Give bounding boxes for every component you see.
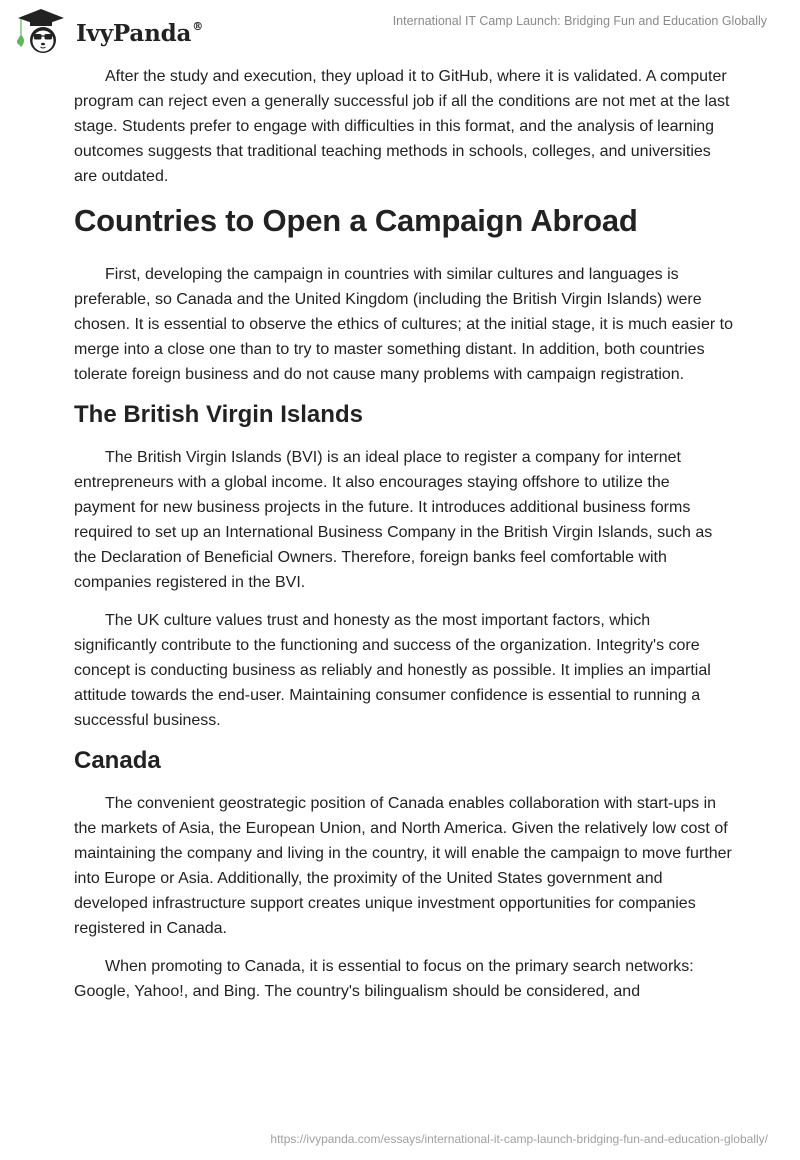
bvi-paragraph-1: The British Virgin Islands (BVI) is an ideal place to register a company for internet entrepreneurs with a global income. It also encourages staying offshore to utilize the payment for new business projects in the future. It introduces additional business forms required to set up an International Business Company in the British Virgin Islands, such as the Declaration of Beneficial Owners. Therefore, foreign banks feel comfortable with companies registered in the BVI. bbox=[74, 449, 713, 591]
section-heading-bvi: The British Virgin Islands bbox=[74, 401, 363, 428]
intro-paragraph: After the study and execution, they upload it to GitHub, where it is validated. A computer program can reject even a generally successful job if all the conditions are not met at the last stage. Students prefer to engage with difficulties in this format, and the analysis of learning outcomes suggests that traditional teaching methods in schools, colleges, and universities are outdated. bbox=[74, 68, 730, 185]
logo-wordmark: IvyPanda® bbox=[76, 19, 203, 47]
section-heading-countries: Countries to Open a Campaign Abroad bbox=[74, 203, 638, 238]
countries-paragraph-1: First, developing the campaign in countries with similar cultures and languages is preferable, so Canada and the United Kingdom (including the British Virgin Islands) were chosen. It is essential to observe the ethics of cultures; at the initial stage, it is much easier to merge into a close one than to try to master something distant. In addition, both countries tolerate foreign business and do not cause many problems with campaign registration. bbox=[74, 266, 733, 383]
document-title: International IT Camp Launch: Bridging Fun and Education Globally bbox=[392, 14, 767, 28]
canada-paragraph-1: The convenient geostrategic position of Canada enables collaboration with start-ups in the markets of Asia, the European Union, and North America. Given the relatively low cost of maintaining the company and living in the country, it will enable the campaign to move further into Europe or Asia. Additionally, the proximity of the United States government and developed infrastructure support creates unique investment opportunities for companies registered in Canada. bbox=[74, 795, 732, 937]
panda-graduation-cap-icon bbox=[16, 8, 66, 54]
essay-content bbox=[74, 64, 734, 1017]
source-url-link[interactable]: https://ivypanda.com/essays/international-it-camp-launch-bridging-fun-and-education-globally/ bbox=[270, 1132, 768, 1146]
section-heading-canada: Canada bbox=[74, 747, 161, 774]
registered-mark: ® bbox=[192, 19, 203, 33]
canada-paragraph-2: When promoting to Canada, it is essential to focus on the primary search networks: Google, Yahoo!, and Bing. The country's bilingualism should be considered, and bbox=[74, 958, 694, 1000]
ivypanda-logo[interactable] bbox=[16, 8, 203, 54]
page-header bbox=[0, 0, 800, 56]
bvi-paragraph-2: The UK culture values trust and honesty as the most important factors, which significantly contribute to the functioning and success of the organization. Integrity's core concept is conducting business as reliably and honestly as possible. It implies an impartial attitude towards the end-user. Maintaining consumer confidence is essential to running a successful business. bbox=[74, 612, 711, 729]
